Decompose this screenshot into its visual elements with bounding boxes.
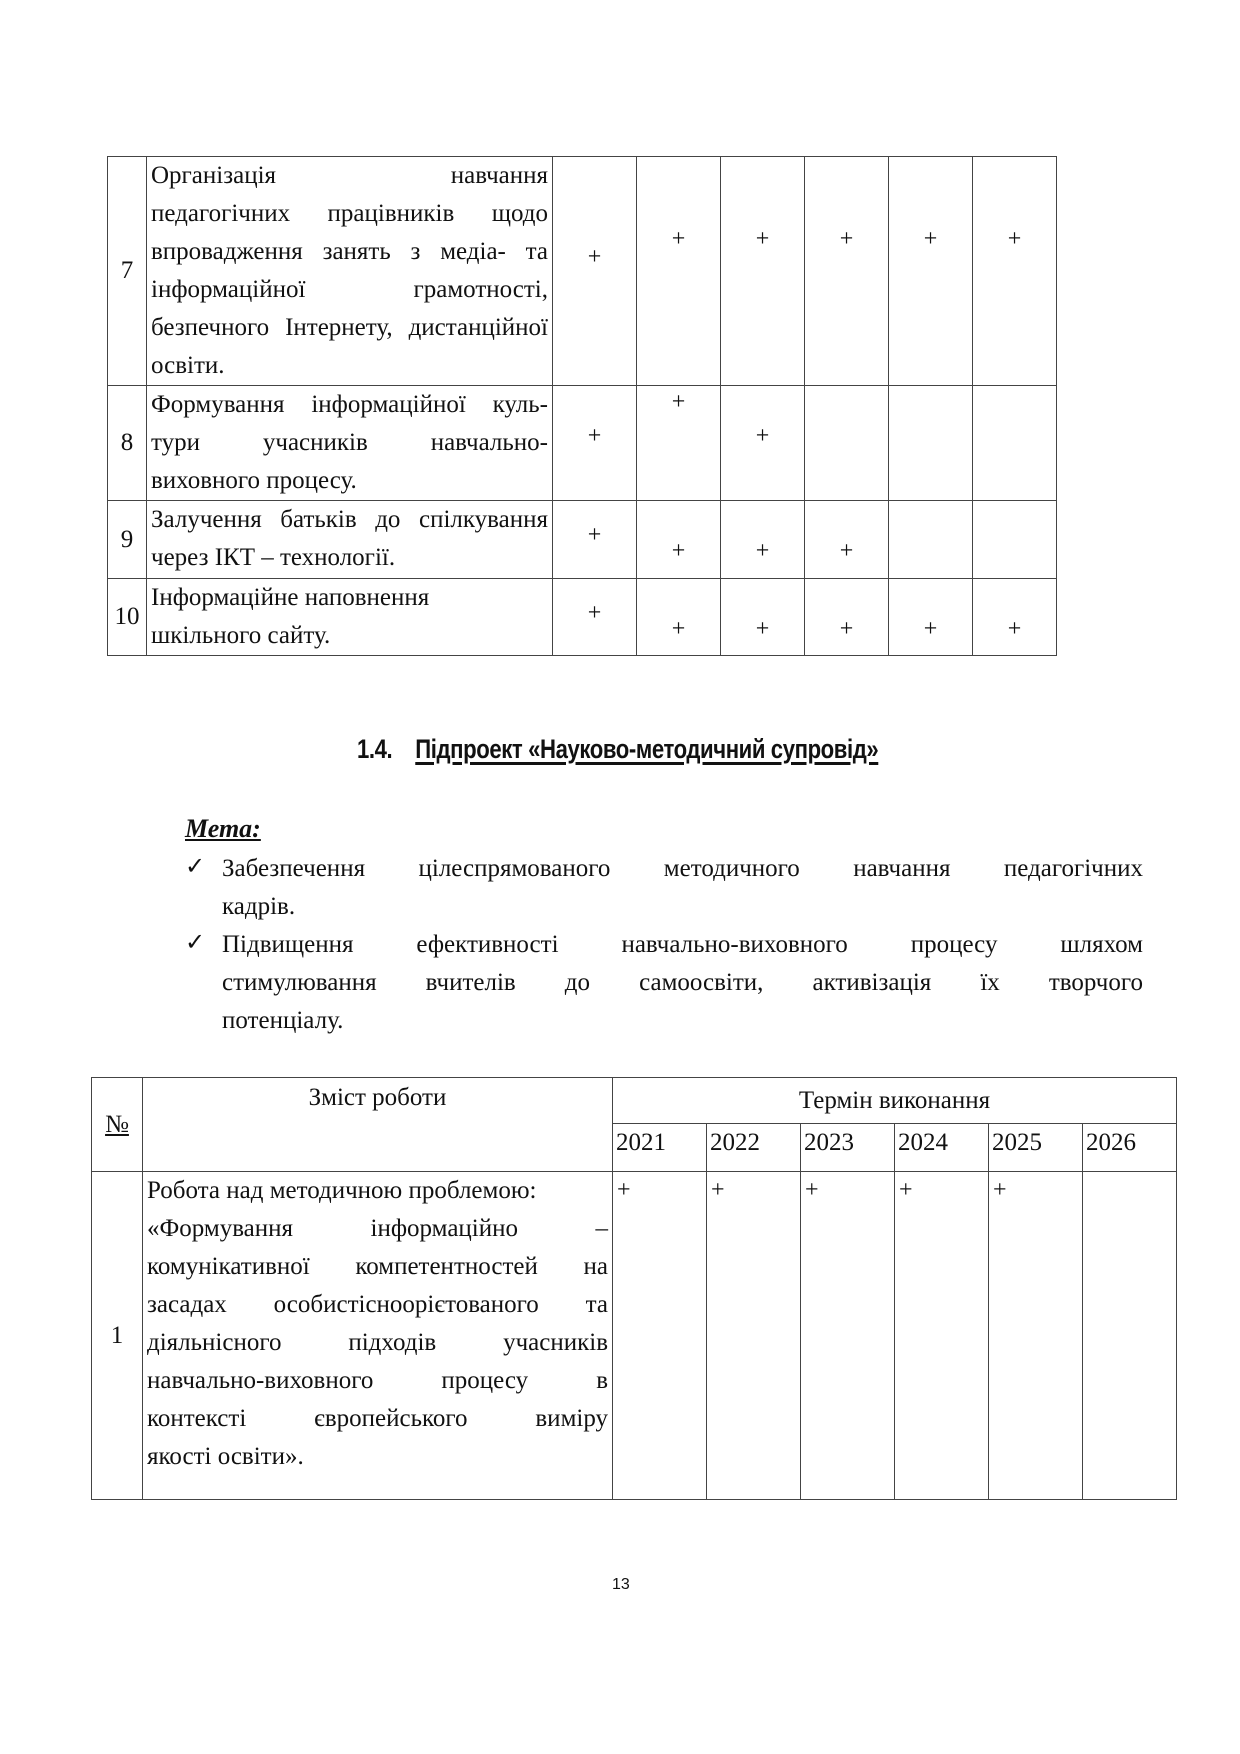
mark-cell-2026 [1083,1172,1177,1500]
mark-cell-2022 [637,579,721,656]
checkmark-icon: ✓ [185,930,206,956]
mark-cell-2025 [889,501,973,579]
plus-mark: + [711,1177,725,1203]
plus-mark: + [1007,616,1022,642]
plus-mark: + [839,616,854,642]
year-2025: 2025 [989,1124,1083,1172]
mark-cell-2025 [889,579,973,656]
top-table [107,156,1057,656]
row-number: 8 [108,386,147,501]
table-row [108,501,1057,579]
table-row [108,386,1057,501]
plus-mark: + [617,1177,631,1203]
table-row [108,157,1057,386]
plus-mark: + [923,616,938,642]
year-2022: 2022 [707,1124,801,1172]
goal-item: ✓ Підвищення ефективності навчально-виховного процесу шляхом стимулювання вчителів до самоосвіти, активізація їх творчого потенціалу. [185,930,1143,1034]
plus-mark: + [671,616,686,642]
table-row [92,1172,1177,1500]
header-content: Зміст роботи [143,1078,613,1172]
header-row [92,1078,1177,1124]
mark-cell-2021 [553,386,637,501]
mark-cell-2022 [637,501,721,579]
plus-mark: + [755,423,770,449]
mark-cell-2022 [707,1172,801,1500]
row-number: 1 [92,1172,143,1500]
mark-cell-2025 [889,386,973,501]
plus-mark: + [839,226,854,252]
row-content: Залучення батьків до спілкування через ІКТ – технології. [147,501,553,579]
plus-mark: + [755,616,770,642]
goal-label: Мета: [185,814,261,843]
plus-mark: + [805,1177,819,1203]
mark-cell-2026 [973,501,1057,579]
mark-cell-2021 [613,1172,707,1500]
row-number: 7 [108,157,147,386]
work-plan-table [91,1077,1177,1500]
plus-mark: + [755,538,770,564]
mark-cell-2021 [553,157,637,386]
mark-cell-2023 [721,501,805,579]
mark-cell-2026 [973,579,1057,656]
plus-mark: + [587,600,602,626]
checkmark-icon: ✓ [185,854,206,880]
year-2024: 2024 [895,1124,989,1172]
mark-cell-2022 [637,157,721,386]
mark-cell-2025 [989,1172,1083,1500]
header-number: № [92,1078,143,1172]
section-heading [357,734,878,765]
mark-cell-2024 [895,1172,989,1500]
goal-item: ✓ Забезпечення цілеспрямованого методичного навчання педагогічних кадрів. [185,854,1143,920]
plus-mark: + [671,389,686,415]
plus-mark: + [755,226,770,252]
mark-cell-2024 [805,386,889,501]
mark-cell-2023 [721,386,805,501]
mark-cell-2024 [805,501,889,579]
row-number: 9 [108,501,147,579]
section-title: Підпроект «Науково-методичний супровід» [415,734,879,764]
mark-cell-2021 [553,501,637,579]
plus-mark: + [587,522,602,548]
table-row [108,579,1057,656]
section-number: 1.4. [357,734,393,764]
plus-mark: + [587,244,602,270]
row-content: Формування інформаційної куль- тури учасників навчально- виховного процесу. [147,386,553,501]
row-content: Робота над методичною проблемою: «Формування інформаційно – комунікативної компетентностей на засадах особистісноорієтованого та діяльнісного підходів учасників навчально-виховного процесу в контексті європейського виміру якості освіти». [143,1172,613,1500]
header-term: Термін виконання [613,1078,1177,1124]
mark-cell-2023 [721,157,805,386]
mark-cell-2025 [889,157,973,386]
mark-cell-2023 [801,1172,895,1500]
mark-cell-2026 [973,157,1057,386]
mark-cell-2021 [553,579,637,656]
page-number: 13 [612,1576,630,1593]
mark-cell-2023 [721,579,805,656]
plus-mark: + [899,1177,913,1203]
plus-mark: + [839,538,854,564]
plus-mark: + [671,538,686,564]
row-content: Організація навчання педагогічних працівників щодо впровадження занять з медіа- та інформаційної грамотності, безпечного Інтернету, дистанційної освіти. [147,157,553,386]
row-content: Інформаційне наповнення шкільного сайту. [147,579,553,656]
mark-cell-2024 [805,157,889,386]
year-2026: 2026 [1083,1124,1177,1172]
plus-mark: + [993,1177,1007,1203]
plus-mark: + [1007,226,1022,252]
mark-cell-2022 [637,386,721,501]
plus-mark: + [923,226,938,252]
row-number: 10 [108,579,147,656]
plus-mark: + [671,226,686,252]
mark-cell-2026 [973,386,1057,501]
plus-mark: + [587,423,602,449]
mark-cell-2024 [805,579,889,656]
year-2021: 2021 [613,1124,707,1172]
year-2023: 2023 [801,1124,895,1172]
